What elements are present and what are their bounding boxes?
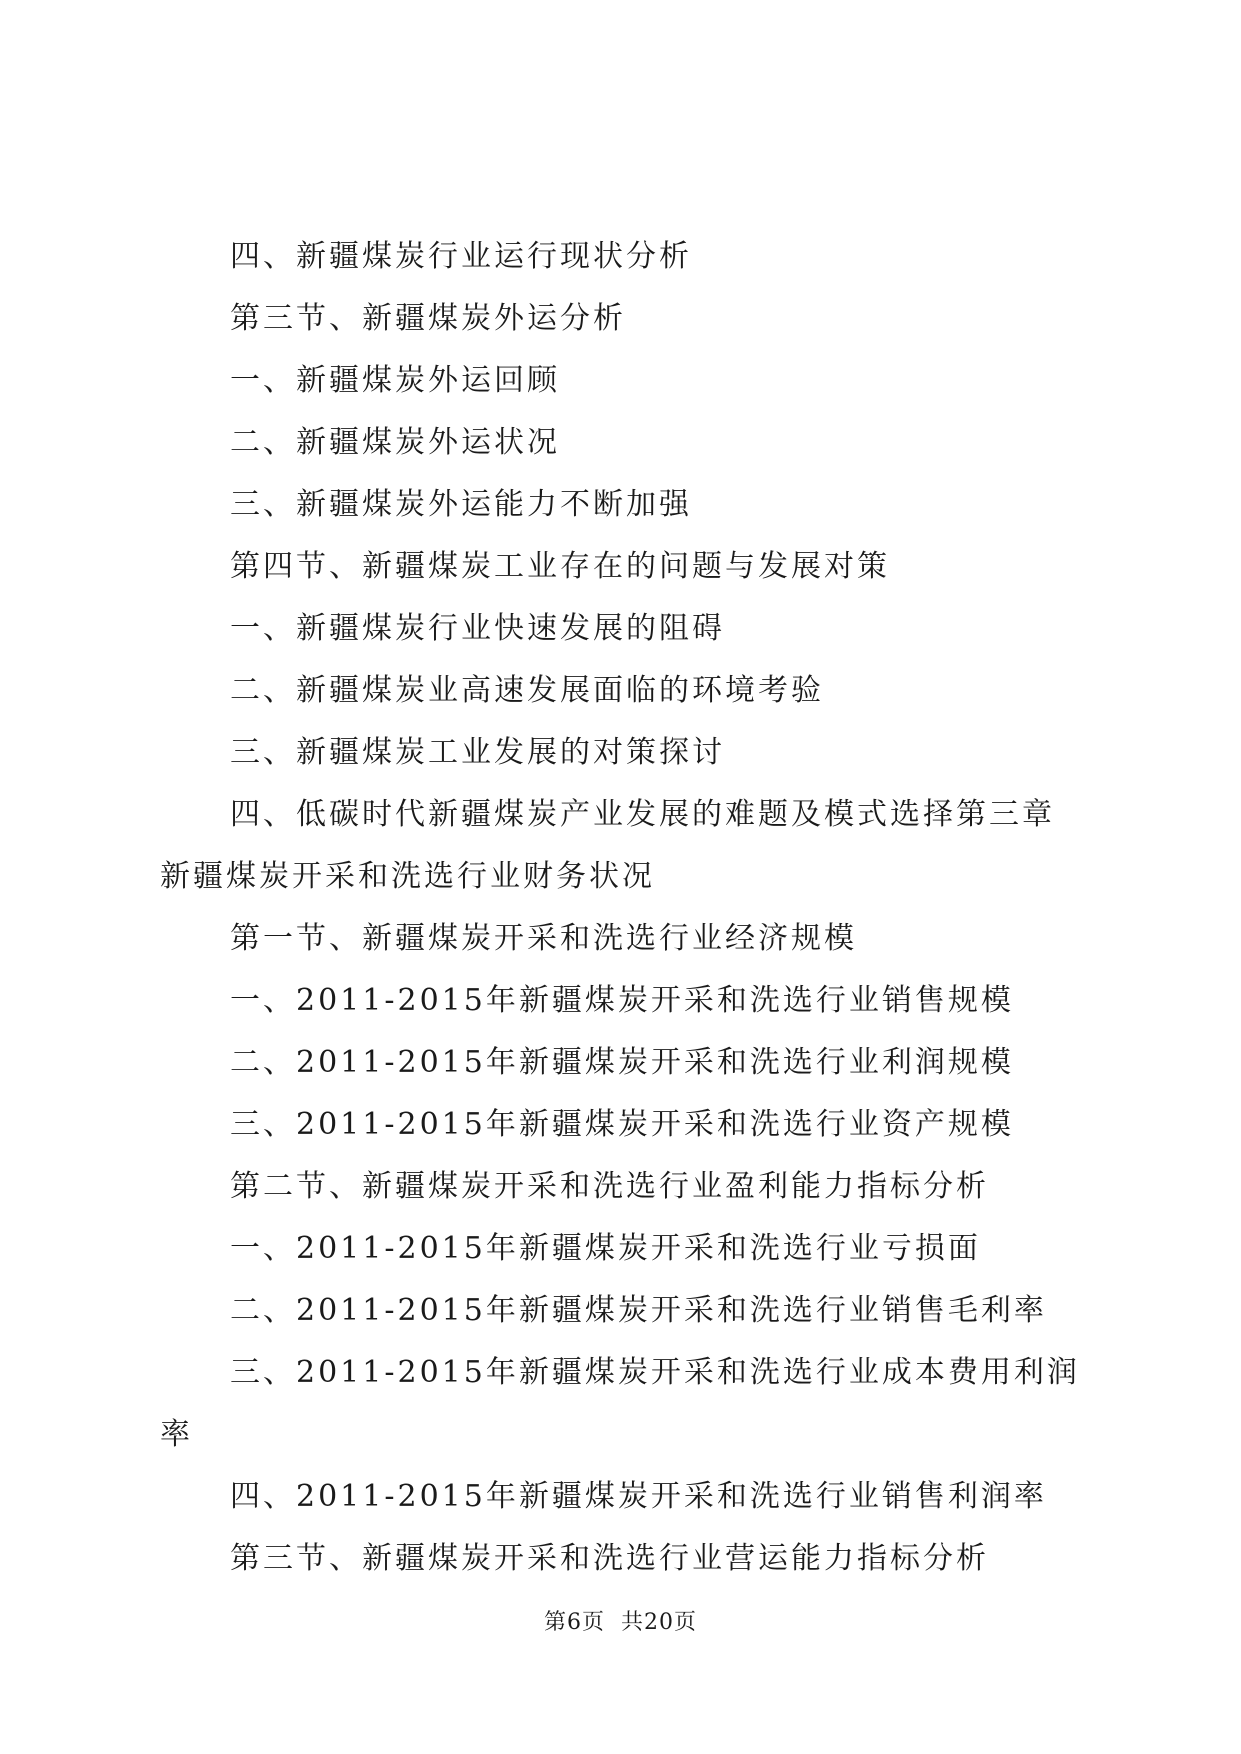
toc-line: 四、2011-2015年新疆煤炭开采和洗选行业销售利润率 (230, 1479, 1047, 1514)
toc-line: 三、2011-2015年新疆煤炭开采和洗选行业资产规模 (230, 1107, 1014, 1142)
page-footer (0, 1605, 1241, 1636)
toc-line: 第三节、新疆煤炭外运分析 (230, 301, 626, 336)
toc-line: 第三节、新疆煤炭开采和洗选行业营运能力指标分析 (230, 1541, 989, 1576)
toc-line: 三、2011-2015年新疆煤炭开采和洗选行业成本费用利润率 (160, 1355, 1080, 1452)
toc-line: 第四节、新疆煤炭工业存在的问题与发展对策 (230, 549, 890, 584)
page-number: 第6页 (544, 1610, 605, 1635)
toc-line: 一、2011-2015年新疆煤炭开采和洗选行业销售规模 (230, 983, 1014, 1018)
toc-line: 二、新疆煤炭业高速发展面临的环境考验 (230, 673, 824, 708)
toc-line: 四、新疆煤炭行业运行现状分析 (230, 239, 692, 274)
toc-line: 一、新疆煤炭行业快速发展的阻碍 (230, 611, 725, 646)
document-body (160, 226, 1080, 1590)
toc-line: 二、新疆煤炭外运状况 (230, 425, 560, 460)
toc-line: 二、2011-2015年新疆煤炭开采和洗选行业销售毛利率 (230, 1293, 1047, 1328)
toc-line: 第二节、新疆煤炭开采和洗选行业盈利能力指标分析 (230, 1169, 989, 1204)
toc-line: 一、2011-2015年新疆煤炭开采和洗选行业亏损面 (230, 1231, 981, 1266)
toc-line: 三、新疆煤炭工业发展的对策探讨 (230, 735, 725, 770)
toc-line: 一、新疆煤炭外运回顾 (230, 363, 560, 398)
toc-line: 三、新疆煤炭外运能力不断加强 (230, 487, 692, 522)
toc-line: 第一节、新疆煤炭开采和洗选行业经济规模 (230, 921, 857, 956)
page-total: 共20页 (621, 1610, 697, 1635)
toc-line: 四、低碳时代新疆煤炭产业发展的难题及模式选择第三章新疆煤炭开采和洗选行业财务状况 (160, 797, 1055, 894)
toc-line: 二、2011-2015年新疆煤炭开采和洗选行业利润规模 (230, 1045, 1014, 1080)
